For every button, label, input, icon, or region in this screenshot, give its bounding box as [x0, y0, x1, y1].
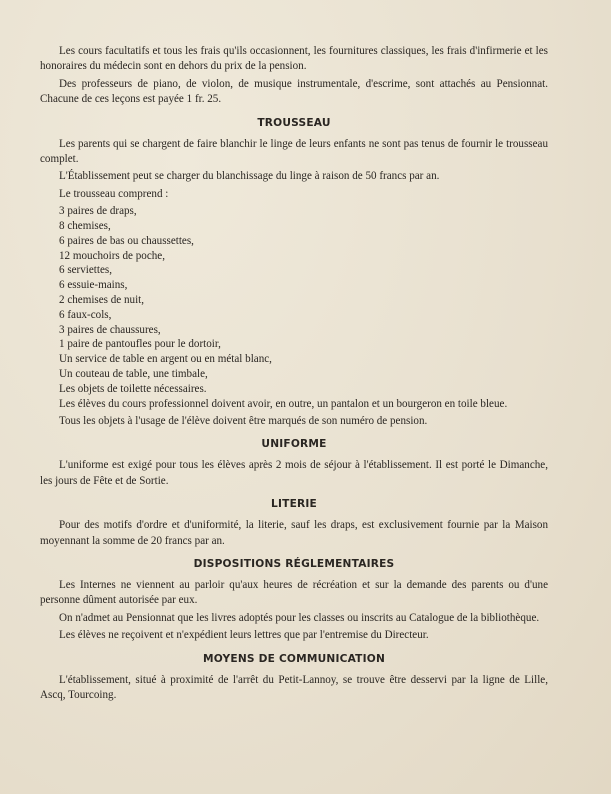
dispositions-paragraph: On n'admet au Pensionnat que les livres adoptés pour les classes ou inscrits au Catalogue de la bibliothèque. — [59, 611, 540, 624]
list-item: Un service de table en argent ou en métal blanc, — [59, 353, 272, 366]
trousseau-paragraph: L'Établissement peut se charger du blanchissage du linge à raison de 50 francs par an. — [59, 170, 440, 183]
list-item: Un couteau de table, une timbale, — [59, 368, 208, 381]
section-heading-moyens: MOYENS DE COMMUNICATION — [202, 652, 386, 665]
trousseau-paragraph: Les élèves du cours professionnel doivent avoir, en outre, un pantalon et un bourgeron en toile bleue. — [59, 397, 508, 410]
trousseau-paragraph: Le trousseau comprend : — [59, 187, 169, 200]
list-item: 6 faux-cols, — [59, 308, 112, 321]
list-item: 6 serviettes, — [59, 264, 112, 277]
intro-paragraph: Les cours facultatifs et tous les frais qu'ils occasionnent, les fournitures classiques, les frais d'infirmerie et les honoraires du médecin sont en dehors du prix de la pension. — [40, 45, 548, 73]
list-item: 8 chemises, — [59, 220, 111, 233]
uniforme-paragraph: L'uniforme est exigé pour tous les élèves après 2 mois de séjour à l'établissement. Il est porté le Dimanche, les jours de Fête et de Sortie. — [40, 459, 548, 487]
trousseau-paragraph: Les parents qui se chargent de faire blanchir le linge de leurs enfants ne sont pas tenus de fournir le trousseau complet. — [40, 137, 548, 166]
list-item: 6 essuie-mains, — [59, 279, 128, 292]
intro-paragraph: Des professeurs de piano, de violon, de musique instrumentale, d'escrime, sont attachés au Pensionnat. Chacune de ces leçons est payée 1 fr. 25. — [40, 77, 548, 106]
dispositions-paragraph: Les Internes ne viennent au parloir qu'aux heures de récréation et sur la demande des parents ou d'une personne dûment autorisée par eux. — [40, 579, 548, 607]
section-heading-uniforme: UNIFORME — [261, 438, 327, 451]
section-heading-dispositions: DISPOSITIONS RÉGLEMENTAIRES — [193, 558, 395, 571]
trousseau-list — [40, 204, 548, 396]
trousseau-paragraph: Tous les objets à l'usage de l'élève doivent être marqués de son numéro de pension. — [59, 415, 428, 428]
section-heading-trousseau: TROUSSEAU — [257, 116, 331, 129]
list-item: 3 paires de chaussures, — [59, 323, 161, 336]
literie-paragraph: Pour des motifs d'ordre et d'uniformité, la literie, sauf les draps, est exclusivement fournie par la Maison moyennant la somme de 20 francs par an. — [40, 519, 548, 547]
list-item: Les objets de toilette nécessaires. — [59, 382, 207, 395]
dispositions-paragraph: Les élèves ne reçoivent et n'expédient leurs lettres que par l'entremise du Directeur. — [59, 629, 429, 642]
list-item: 12 mouchoirs de poche, — [59, 249, 165, 262]
list-item: 6 paires de bas ou chaussettes, — [59, 234, 194, 247]
section-heading-literie: LITERIE — [271, 498, 317, 511]
document-page — [40, 44, 548, 705]
moyens-paragraph: L'établissement, situé à proximité de l'arrêt du Petit-Lannoy, se trouve être desservi par la ligne de Lille, Ascq, Tourcoing. — [40, 673, 548, 702]
list-item: 3 paires de draps, — [59, 205, 137, 218]
list-item: 1 paire de pantoufles pour le dortoir, — [59, 338, 221, 351]
list-item: 2 chemises de nuit, — [59, 294, 145, 307]
